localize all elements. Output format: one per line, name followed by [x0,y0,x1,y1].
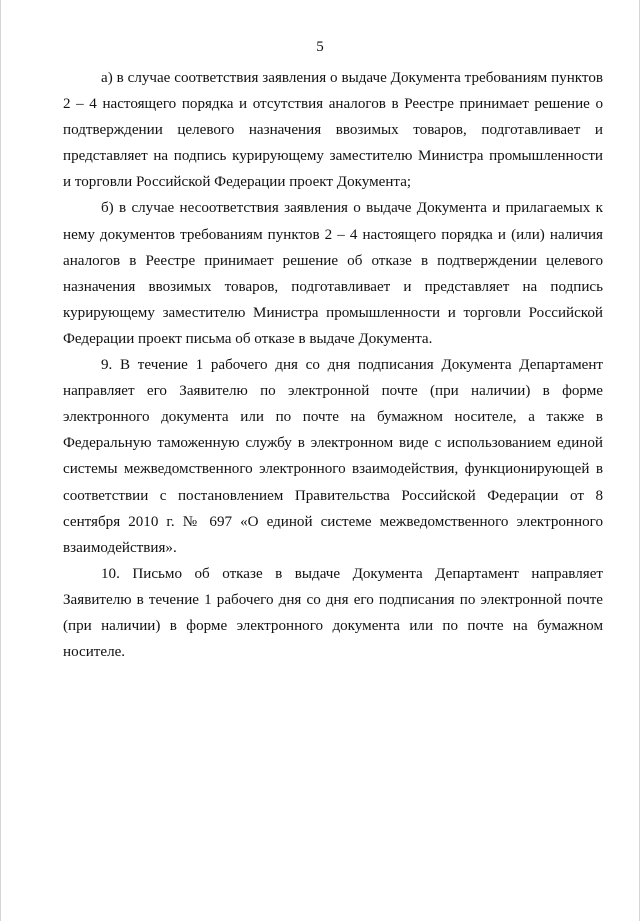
paragraph-b: б) в случае несоответствия заявления о выдаче Документа и прилагаемых к нему документов требованиям пунктов 2 – 4 настоящего порядка и (или) наличия аналогов в Реестре принимает решение об отказе в подтверждении целевого назначения ввозимых товаров, подготавливает и представляет на подпись курирующему заместителю Министра промышленности и торговли Российской Федерации проект письма об отказе в выдаче Документа. [63,200,603,347]
paragraph-a: а) в случае соответствия заявления о выдаче Документа требованиям пунктов 2 – 4 настоящего порядка и отсутствия аналогов в Реестре принимает решение о подтверждении целевого назначения ввозимых товаров, подготавливает и представляет на подпись курирующему заместителю Министра промышленности и торговли Российской Федерации проект Документа; [63,70,603,191]
paragraph-10: 10. Письмо об отказе в выдаче Документа Департамент направляет Заявителю в течение 1 рабочего дня со дня его подписания по электронной почте (при наличии) в форме электронного документа или по почте на бумажном носителе. [63,565,603,661]
document-body [63,65,603,665]
page-number: 5 [316,39,324,55]
paragraph-9: 9. В течение 1 рабочего дня со дня подписания Документа Департамент направляет его Заявителю по электронной почте (при наличии) в форме электронного документа или по почте на бумажном носителе, а также в Федеральную таможенную службу в электронном виде с использованием единой системы межведомственного электронного взаимодействия, функционирующей в соответствии с постановлением Правительства Российской Федерации от 8 сентября 2010 г. № 697 «О единой системе межведомственного электронного взаимодействия». [63,357,603,556]
